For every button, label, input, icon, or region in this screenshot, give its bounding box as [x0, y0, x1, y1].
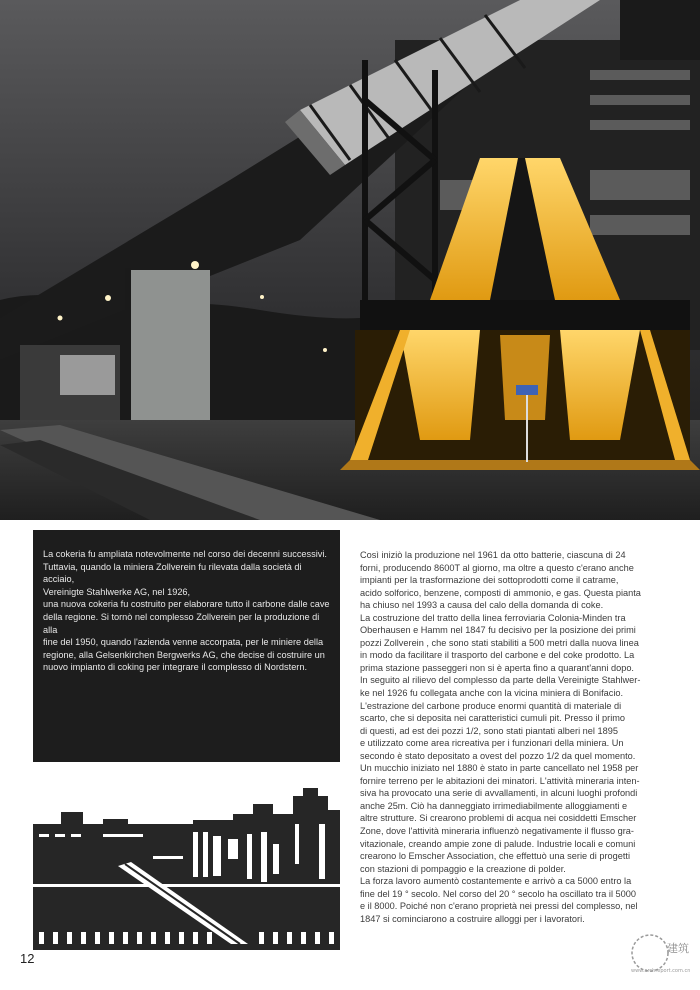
elevation-svg — [33, 784, 340, 950]
text-line: regione, alla Gelsenkirchen Bergwerks AG, che decise di costruire un — [43, 649, 325, 660]
text-line: una nuova cokeria fu costruito per elaborare tutto il carbone dalle cave — [43, 599, 330, 610]
text-line: siva ha provocato una serie di avvallamenti, in alcuni luoghi profondi — [360, 788, 638, 799]
text-line: Così iniziò la produzione nel 1961 da otto batterie, ciascuna di 24 — [360, 550, 626, 560]
text-line: La forza lavoro aumentò costantemente e arrivò a ca 5000 entro la — [360, 876, 632, 887]
watermark-subtext: www.archreport.com.cn — [631, 968, 691, 974]
text-line: 1847 si cominciarono a costruire alloggi per i lavoratori. — [360, 913, 585, 924]
text-line: La costruzione del tratto della linea ferroviaria Colonia-Minden tra — [360, 612, 626, 623]
text-line: acido solforico, benzene, composti di ammonio, e gas. Questa pianta — [360, 587, 641, 598]
text-line: altre strutture. Si crearono problemi di acqua nei cosiddetti Emscher — [360, 813, 637, 824]
text-line: ha chiuso nel 1993 a causa del calo della domanda di coke. — [360, 600, 604, 611]
text-line: Zone, dove l'attività mineraria influenzò negativamente il flusso gra- — [360, 826, 634, 837]
text-line: fine del 19 ° secolo. Nel corso del 20 ° secolo ha oscillato tra il 5000 — [360, 888, 636, 899]
text-line: e utilizzato come area ricreativa per i funzionari della miniera. Un — [360, 738, 624, 749]
text-line: fine del 1950, quando l'azienda venne accorpata, per le miniere della — [43, 637, 324, 648]
watermark-text: 建筑 — [667, 942, 689, 955]
body-text-column — [360, 549, 672, 925]
text-line: di questi, ad est dei pozzi 1/2, sono stati piantati alberi nel 1895 — [360, 725, 618, 736]
text-line: Un mucchio iniziato nel 1880 è stato in parte cancellato nel 1958 per — [360, 763, 639, 774]
site-elevation-drawing — [33, 784, 340, 950]
text-line: impianti per la trasformazione dei sottoprodotti come il catrame, — [360, 575, 619, 586]
text-line: scarto, che si deposita nei caratteristici cumuli pit. Presso il primo — [360, 713, 626, 724]
page-number: 12 — [20, 951, 35, 966]
intro-text — [43, 548, 333, 674]
text-line: con stazioni di pompaggio e la creazione di polder. — [360, 863, 566, 874]
text-line: In seguito al rilievo del complesso da parte della Vereinigte Stahlwer- — [360, 675, 641, 686]
watermark-icon — [625, 928, 695, 978]
text-line: forni, producendo 8600T al giorno, ma oltre a questo c'erano anche — [360, 562, 634, 573]
text-line: L'estrazione del carbone produce enormi quantità di materiale di — [360, 700, 622, 711]
text-line: secondo è stato depositato a ovest del pozzo 1/2 da quel momento. — [360, 750, 636, 761]
intro-text-box — [33, 530, 340, 762]
text-line: vitazionale, creando ampie zone di palude. Industrie locali e comuni — [360, 838, 636, 849]
text-line: La cokeria fu ampliata notevolmente nel corso dei decenni successivi. — [43, 549, 327, 559]
text-line: ke nel 1926 fu collegata anche con la vicina miniera di Bonifacio. — [360, 688, 624, 699]
text-line: crearono lo Emscher Association, che effettuò una serie di progetti — [360, 851, 630, 862]
text-line: anche 25m. Ciò ha danneggiato irrimediabilmente alloggiamenti e — [360, 800, 628, 811]
text-line: Tuttavia, quando la miniera Zollverein fu rilevata dalla società di acciaio, — [43, 561, 302, 585]
text-line: nuovo impianto di coking per integrare il complesso di Nordstern. — [43, 662, 308, 673]
watermark-logo — [625, 928, 695, 978]
text-line: fornire terreno per le abitazioni dei minatori. L'attività mineraria inten- — [360, 775, 640, 786]
text-line: in modo da facilitare il trasporto del carbone e del coke prodotto. La — [360, 650, 635, 661]
text-line: prima stazione passeggeri non si è aperta fino a quarant'anni dopo. — [360, 662, 634, 673]
text-line: della regione. Si tornò nel complesso Zollverein per la produzione di alla — [43, 611, 320, 635]
text-line: pozzi Zollverein , che sono stati stabiliti a 500 metri dalla nuova linea — [360, 637, 639, 648]
text-line: Vereinigte Stahlwerke AG, nel 1926, — [43, 586, 191, 597]
text-line: e il 8000. Poiché non c'erano proprietà nei pressi del complesso, nel — [360, 901, 638, 912]
text-line: Oberhausen e Hamm nel 1847 fu decisivo per la posizione dei primi — [360, 625, 636, 636]
